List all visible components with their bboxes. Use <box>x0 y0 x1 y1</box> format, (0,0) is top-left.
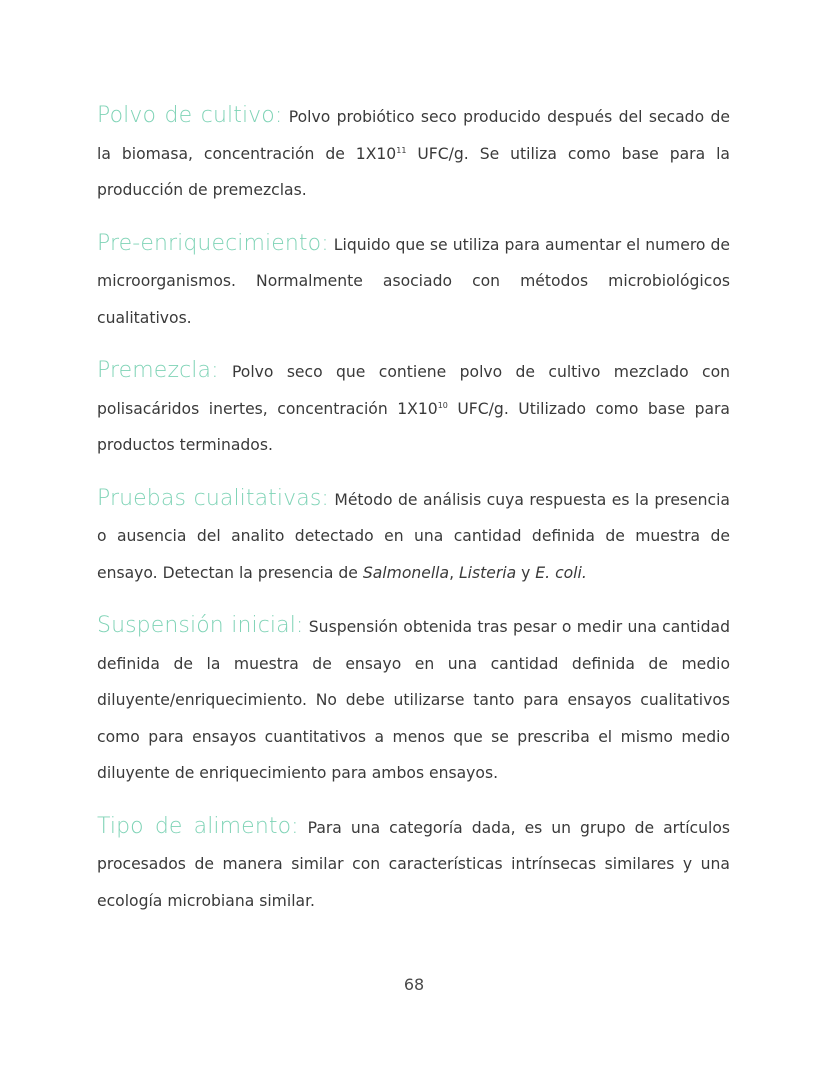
organism-name: E. coli. <box>535 563 587 582</box>
page-number: 68 <box>403 975 425 994</box>
glossary-definition: Polvo seco que contiene polvo de cultivo mezclado con polisacáridos inertes, concentración 1X10 <box>97 363 730 418</box>
glossary-page <box>97 98 730 936</box>
glossary-definition: Para una categoría dada, es un grupo de artículos procesados de manera similar con características intrínsecas similares y una ecología microbiana similar. <box>97 818 730 910</box>
entry-paragraph <box>97 226 730 337</box>
glossary-entry-tipo-de-alimento <box>97 809 730 920</box>
glossary-term: Suspensión inicial: <box>97 613 304 638</box>
entry-paragraph <box>97 809 730 920</box>
entry-paragraph <box>97 353 730 464</box>
glossary-term: Pruebas cualitativas: <box>97 485 329 511</box>
organism-name: Salmonella <box>362 563 450 582</box>
entry-paragraph <box>97 481 730 592</box>
glossary-entry-suspension-inicial <box>97 608 730 792</box>
glossary-definition-cont: UFC/g. Se utiliza como base para la producción de premezclas. <box>97 144 730 199</box>
glossary-entry-polvo-de-cultivo <box>97 98 730 209</box>
glossary-definition: Método de análisis cuya respuesta es la presencia o ausencia del analito detectado en una cantidad definida de muestra de ensayo. Detectan la presencia de <box>97 490 730 582</box>
glossary-definition: Polvo probiótico seco producido después del secado de la biomasa, concentración de 1X10 <box>97 108 730 163</box>
separator: y <box>516 563 536 582</box>
glossary-term: Tipo de alimento: <box>97 813 299 839</box>
glossary-entry-pruebas-cualitativas <box>97 481 730 592</box>
glossary-definition-cont: UFC/g. Utilizado como base para productos terminados. <box>97 399 730 454</box>
glossary-definition: Suspensión obtenida tras pesar o medir una cantidad definida de la muestra de ensayo en una cantidad definida de medio diluyente/enriquecimiento. No debe utilizarse tanto para ensayos cualitativos como para ensayos cuantitativos a menos que se prescriba el mismo medio diluyente de enriquecimiento para ambos ensayos. <box>97 618 730 782</box>
exponent: 11 <box>396 145 407 155</box>
glossary-term: Premezcla: <box>97 358 219 383</box>
organism-name: Listeria <box>458 563 517 582</box>
separator: , <box>449 563 459 582</box>
glossary-definition: Liquido que se utiliza para aumentar el numero de microorganismos. Normalmente asociado con métodos microbiológicos cualitativos. <box>97 235 730 327</box>
glossary-term: Pre-enriquecimiento: <box>97 230 329 256</box>
glossary-entry-pre-enriquecimiento <box>97 226 730 337</box>
entry-paragraph <box>97 608 730 792</box>
glossary-term: Polvo de cultivo: <box>97 103 283 128</box>
exponent: 10 <box>437 400 448 410</box>
glossary-entry-premezcla <box>97 353 730 464</box>
entry-paragraph <box>97 98 730 209</box>
